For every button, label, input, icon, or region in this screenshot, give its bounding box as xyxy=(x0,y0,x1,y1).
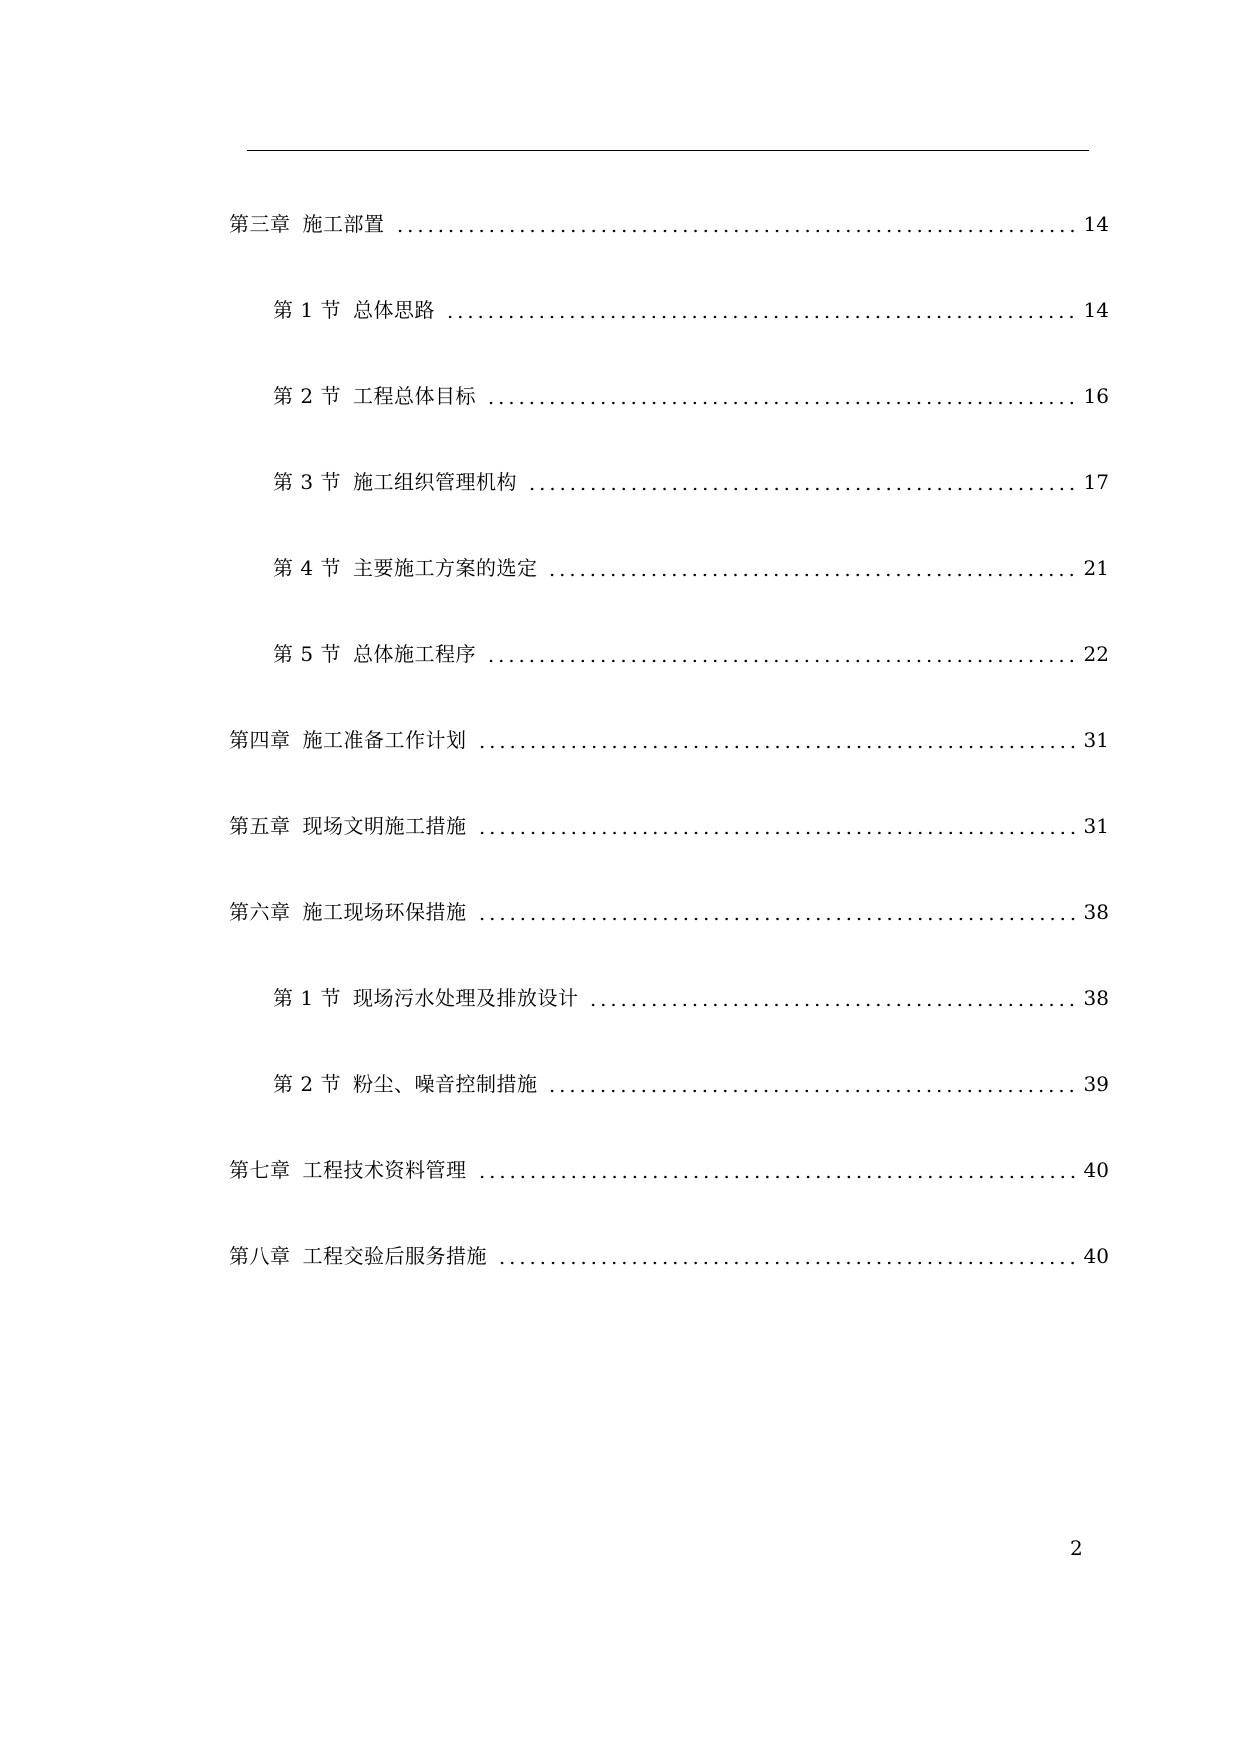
toc-entry-title: 工程交验后服务措施 xyxy=(302,1244,487,1268)
dot-leader xyxy=(445,314,1080,320)
toc-entry-page: 17 xyxy=(1083,470,1109,494)
dot-leader xyxy=(486,400,1080,406)
toc-entry-page: 38 xyxy=(1083,900,1109,924)
toc-entry-chapter-3[interactable] xyxy=(229,209,1109,239)
header-rule xyxy=(247,150,1089,151)
toc-entry-label: 第 2 节 xyxy=(273,1072,341,1096)
toc-entry-page: 31 xyxy=(1083,728,1109,752)
toc-entry-label: 第四章 xyxy=(229,728,291,752)
toc-entry-title: 施工准备工作计划 xyxy=(302,728,467,752)
toc-entry-title: 工程技术资料管理 xyxy=(302,1158,467,1182)
toc-entry-page: 21 xyxy=(1083,556,1109,580)
toc-entry-chapter-6[interactable] xyxy=(229,897,1109,927)
toc-entry-section-6-2[interactable] xyxy=(273,1069,1109,1099)
toc-entry-label: 第八章 xyxy=(229,1244,291,1268)
toc-entry-page: 39 xyxy=(1083,1072,1109,1096)
toc-entry-title: 总体施工程序 xyxy=(352,642,476,666)
dot-leader xyxy=(527,486,1080,492)
dot-leader xyxy=(477,1174,1080,1180)
dot-leader xyxy=(477,830,1080,836)
toc-entry-label: 第 4 节 xyxy=(273,556,341,580)
toc-entry-label: 第六章 xyxy=(229,900,291,924)
dot-leader xyxy=(477,744,1080,750)
toc-entry-page: 16 xyxy=(1083,384,1109,408)
toc-entry-section-3-2[interactable] xyxy=(273,381,1109,411)
page-number: 2 xyxy=(1070,1536,1083,1560)
toc-entry-chapter-5[interactable] xyxy=(229,811,1109,841)
toc-entry-page: 22 xyxy=(1083,642,1109,666)
toc-entry-section-3-3[interactable] xyxy=(273,467,1109,497)
toc-entry-page: 14 xyxy=(1083,212,1109,236)
toc-entry-label: 第 2 节 xyxy=(273,384,341,408)
dot-leader xyxy=(477,916,1080,922)
toc-entry-label: 第 1 节 xyxy=(273,986,341,1010)
toc-entry-title: 总体思路 xyxy=(352,298,435,322)
toc-entry-label: 第 5 节 xyxy=(273,642,341,666)
toc-entry-label: 第五章 xyxy=(229,814,291,838)
toc-entry-chapter-7[interactable] xyxy=(229,1155,1109,1185)
toc-entry-section-3-5[interactable] xyxy=(273,639,1109,669)
toc-entry-title: 主要施工方案的选定 xyxy=(352,556,538,580)
dot-leader xyxy=(395,228,1080,234)
toc-entry-title: 施工现场环保措施 xyxy=(302,900,467,924)
toc-entry-label: 第七章 xyxy=(229,1158,291,1182)
toc-entry-label: 第三章 xyxy=(229,212,291,236)
toc-entry-chapter-8[interactable] xyxy=(229,1241,1109,1271)
toc-entry-label: 第 1 节 xyxy=(273,298,341,322)
dot-leader xyxy=(547,572,1079,578)
toc-entry-title: 施工组织管理机构 xyxy=(352,470,517,494)
toc-entry-section-6-1[interactable] xyxy=(273,983,1109,1013)
dot-leader xyxy=(547,1088,1079,1094)
toc-entry-page: 31 xyxy=(1083,814,1109,838)
toc-entry-label: 第 3 节 xyxy=(273,470,341,494)
toc-entry-page: 38 xyxy=(1083,986,1109,1010)
dot-leader xyxy=(486,658,1080,664)
toc-entry-section-3-1[interactable] xyxy=(273,295,1109,325)
toc-entry-section-3-4[interactable] xyxy=(273,553,1109,583)
toc-entry-chapter-4[interactable] xyxy=(229,725,1109,755)
toc-entry-title: 施工部置 xyxy=(302,212,385,236)
toc-entry-title: 现场文明施工措施 xyxy=(302,814,467,838)
dot-leader xyxy=(497,1260,1080,1266)
toc-entry-title: 现场污水处理及排放设计 xyxy=(352,986,579,1010)
toc-entry-page: 40 xyxy=(1083,1244,1109,1268)
toc-entry-page: 40 xyxy=(1083,1158,1109,1182)
toc-entry-title: 工程总体目标 xyxy=(352,384,476,408)
dot-leader xyxy=(588,1002,1079,1008)
toc-entry-page: 14 xyxy=(1083,298,1109,322)
toc-entry-title: 粉尘、噪音控制措施 xyxy=(352,1072,538,1096)
